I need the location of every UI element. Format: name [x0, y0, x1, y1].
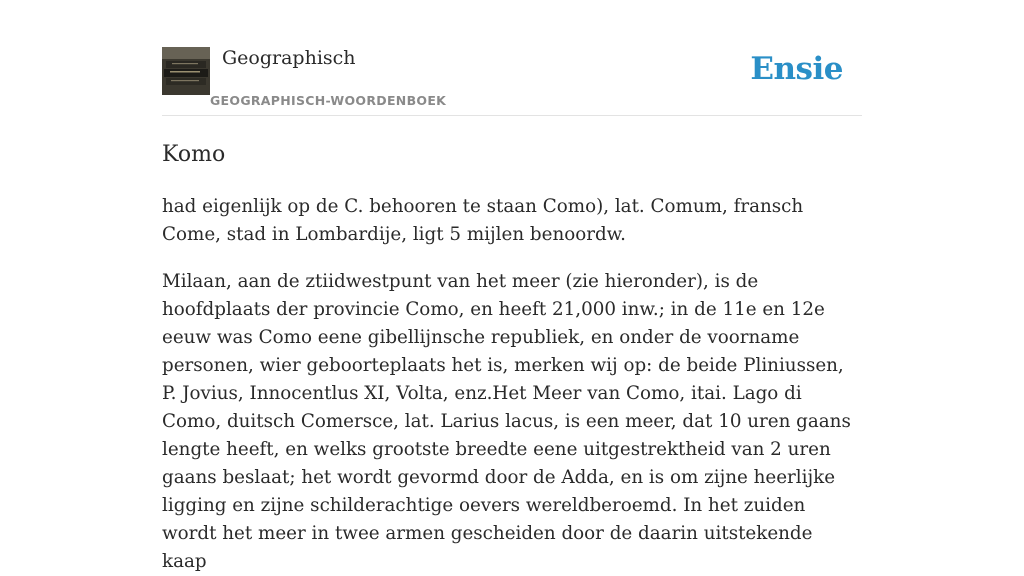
entry-paragraph: had eigenlijk op de C. behooren te staan Como), lat. Comum, fransch Come, stad in Lombardije, ligt 5 mijlen benoordw.	[162, 196, 804, 245]
ensie-logo[interactable]: Ensie	[750, 51, 843, 87]
content-column	[162, 0, 862, 576]
entry-headword: Komo	[162, 142, 226, 167]
header	[162, 0, 862, 116]
site-subtitle[interactable]: GEOGRAPHISCH-WOORDENBOEK	[210, 93, 447, 108]
avatar[interactable]	[162, 47, 210, 95]
site-title[interactable]: Geographisch	[222, 47, 356, 69]
book-icon	[162, 47, 210, 95]
entry-paragraph: Milaan, aan de ztiidwestpunt van het meer (zie hieronder), is de hoofdplaats der provincie Como, en heeft 21,000 inw.; in de 11e en 12e eeuw was Como eene gibellijnsche republiek, en onder de voorname personen, wier geboorteplaats het is, merken wij op: de beide Pliniussen, P. Jovius, Innocentlus XI, Volta, enz.Het Meer van Como, itai. Lago di Como, duitsch Comersce, lat. Larius lacus, is een meer, dat 10 uren gaans lengte heeft, en welks grootste breedte eene uitgestrektheid van 2 uren gaans beslaat; het wordt gevormd door de Adda, en is om zijne heerlijke ligging en zijne schilderachtige oevers wereldberoemd. In het zuiden wordt het meer in twee armen gescheiden door de daarin uitstekende kaap	[162, 271, 851, 572]
